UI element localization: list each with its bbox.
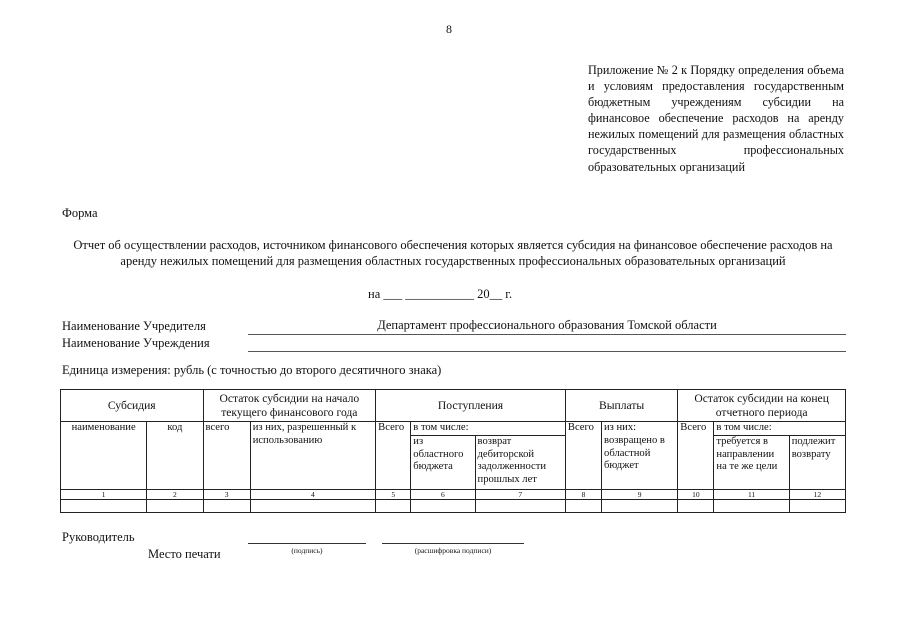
column-number: 5	[376, 489, 411, 499]
column-number: 7	[475, 489, 565, 499]
subheader-receivables: возврат дебиторской задолженности прошлых лет	[475, 435, 565, 489]
table-cell[interactable]	[714, 499, 789, 512]
column-number-row	[61, 489, 846, 499]
header-balance-start: Остаток субсидии на начало текущего финансового года	[203, 390, 376, 422]
form-label: Форма	[62, 206, 98, 220]
subheader-to-return: подлежит возврату	[789, 435, 845, 489]
stamp-label: Место печати	[148, 547, 221, 561]
subheader-code: код	[147, 422, 203, 490]
subheader-end-incl: в том числе:	[714, 422, 846, 436]
table-cell[interactable]	[565, 499, 601, 512]
table-cell[interactable]	[376, 499, 411, 512]
header-subsidy: Субсидия	[61, 390, 204, 422]
subheader-name: наименование	[61, 422, 147, 490]
signature-caption: (подпись)	[291, 546, 323, 555]
unit-of-measure: Единица измерения: рубль (с точностью до второго десятичного знака)	[62, 363, 442, 377]
appendix-note: Приложение № 2 к Порядку определения объема и условиям предоставления государственным бюджетным учреждениям субсидии на финансовое обеспечение расходов на аренду нежилых помещений для размещения областных государственных профессиональных образовательных организаций	[588, 63, 844, 174]
column-number: 2	[147, 489, 203, 499]
column-number: 10	[678, 489, 714, 499]
column-number: 9	[602, 489, 678, 499]
head-label: Руководитель	[62, 530, 135, 544]
header-receipts: Поступления	[376, 390, 566, 422]
header-payments: Выплаты	[565, 390, 677, 422]
table-cell[interactable]	[250, 499, 375, 512]
subheader-receipts-incl: в том числе:	[411, 422, 566, 436]
subheader-of-them: из них:	[604, 422, 637, 433]
founder-label: Наименование Учредителя	[62, 319, 206, 333]
table-cell[interactable]	[475, 499, 565, 512]
page-number: 8	[446, 22, 452, 36]
institution-label: Наименование Учреждения	[62, 336, 210, 350]
subheader-total-start: всего	[203, 422, 250, 490]
column-number: 3	[203, 489, 250, 499]
subheader-allowed: из них, разрешенный к использованию	[250, 422, 375, 490]
table-cell[interactable]	[411, 499, 475, 512]
column-number: 4	[250, 489, 375, 499]
subheader-regional-budget: из областного бюджета	[411, 435, 475, 489]
table-cell[interactable]	[203, 499, 250, 512]
subheader-payments-total: Всего	[565, 422, 601, 490]
column-number: 6	[411, 489, 475, 499]
table-cell[interactable]	[602, 499, 678, 512]
table-row[interactable]	[61, 499, 846, 512]
institution-line	[248, 339, 846, 352]
decoding-caption: (расшифровка подписи)	[414, 546, 492, 555]
column-number: 1	[61, 489, 147, 499]
subheader-returned: возвращено в областной бюджет	[604, 434, 665, 472]
signature-line[interactable]	[248, 543, 366, 544]
table-cell[interactable]	[147, 499, 203, 512]
table-cell[interactable]	[789, 499, 845, 512]
subheader-payments-returned	[602, 422, 678, 490]
report-table	[60, 389, 846, 513]
column-number: 11	[714, 489, 789, 499]
table-cell[interactable]	[678, 499, 714, 512]
subheader-required: требуется в направлении на те же цели	[714, 435, 789, 489]
subheader-end-total: Всего	[678, 422, 714, 490]
column-number: 12	[789, 489, 845, 499]
table-cell[interactable]	[61, 499, 147, 512]
column-number: 8	[565, 489, 601, 499]
header-balance-end: Остаток субсидии на конец отчетного периода	[678, 390, 846, 422]
report-date-line[interactable]: на ___ ___________ 20__ г.	[368, 287, 513, 301]
report-title: Отчет об осуществлении расходов, источником финансового обеспечения которых является субсидия на финансовое обеспечение расходов на аренду нежилых помещений для размещения областных государственных профессиональных образовательных организаций	[73, 238, 833, 268]
founder-value[interactable]: Департамент профессионального образования Томской области	[377, 318, 717, 332]
subheader-receipts-total: Всего	[376, 422, 411, 490]
decoding-line[interactable]	[382, 543, 524, 544]
